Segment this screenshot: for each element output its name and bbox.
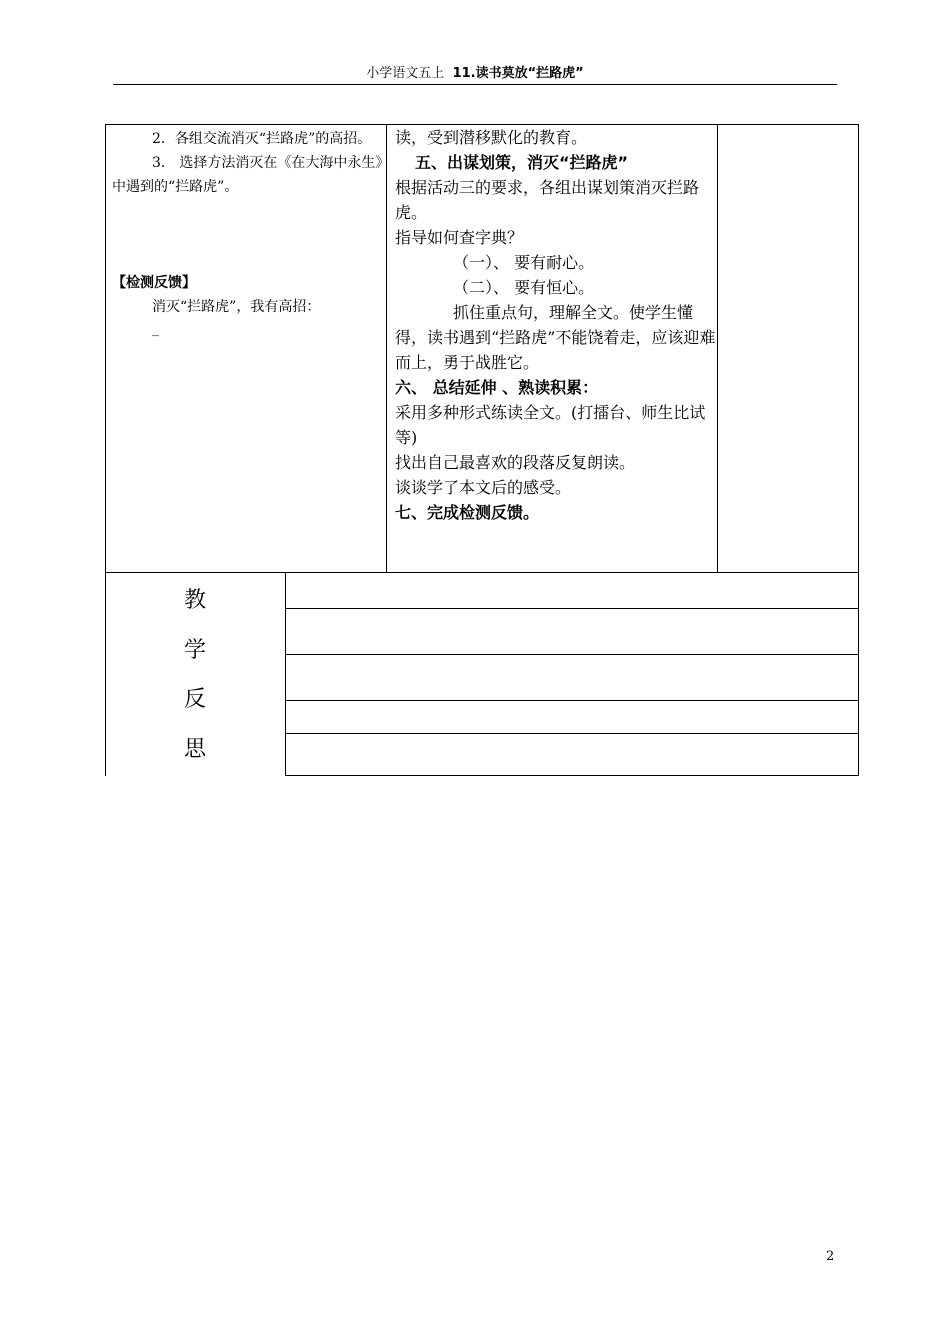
activity-item-3: 3． 选择方法消灭在《在大海中永生》中遇到的“拦路虎”。: [112, 155, 383, 195]
writing-line: [285, 654, 859, 655]
column-divider: [386, 125, 387, 572]
guidance-paragraph: 采用多种形式练读全文。(打擂台、师生比试等): [395, 403, 706, 447]
teacher-guidance-column: [395, 125, 717, 525]
feedback-blank: _: [152, 321, 159, 337]
guidance-paragraph: 指导如何查字典？: [395, 228, 524, 247]
guidance-paragraph: 找出自己最喜欢的段落反复朗读。: [395, 453, 636, 472]
section-heading-6: 六、 总结延伸 、熟读积累：: [395, 378, 599, 397]
header-title: 11.读书莫放“拦路虎”: [452, 66, 584, 81]
guidance-paragraph: 抓住重点句，理解全文。使学生懂得，读书遇到“拦路虎”不能饶着走，应该迎难而上，勇于战胜它。: [395, 303, 716, 372]
guidance-paragraph: 根据活动三的要求，各组出谋划策消灭拦路虎。: [395, 178, 700, 222]
activity-item-2: 2．各组交流消灭“拦路虎”的高招。: [152, 131, 372, 147]
writing-line: [285, 608, 859, 609]
table-border: [105, 573, 106, 776]
guidance-paragraph: 谈谈学了本文后的感受。: [395, 478, 572, 497]
guidance-point-2: （二）、 要有恒心。: [453, 278, 595, 297]
reflection-label-char: 反: [183, 687, 206, 712]
reflection-label-char: 教: [183, 588, 206, 613]
column-divider: [717, 125, 718, 572]
lesson-table: [105, 124, 859, 573]
reflection-label-char: 思: [183, 737, 206, 762]
guidance-line: 读，受到潜移默化的教育。: [395, 128, 588, 147]
page-header: [113, 66, 837, 82]
reflection-label-char: 学: [183, 638, 206, 663]
header-rule: [113, 84, 837, 85]
student-activity-column: [112, 127, 384, 339]
writing-line: [285, 733, 859, 734]
writing-line: [285, 700, 859, 701]
section-heading-7: 七、完成检测反馈。: [395, 503, 540, 522]
feedback-heading: 【检测反馈】: [112, 275, 196, 291]
teaching-reflection-table: [105, 573, 859, 776]
reflection-writing-area: [285, 573, 859, 776]
page-number: 2: [826, 1249, 835, 1264]
header-prefix: 小学语文五上: [366, 66, 445, 81]
guidance-point-1: （一）、 要有耐心。: [453, 253, 595, 272]
section-heading-5: 五、出谋划策，消灭“拦路虎”: [415, 153, 629, 172]
feedback-text: 消灭“拦路虎”，我有高招：: [152, 299, 321, 315]
